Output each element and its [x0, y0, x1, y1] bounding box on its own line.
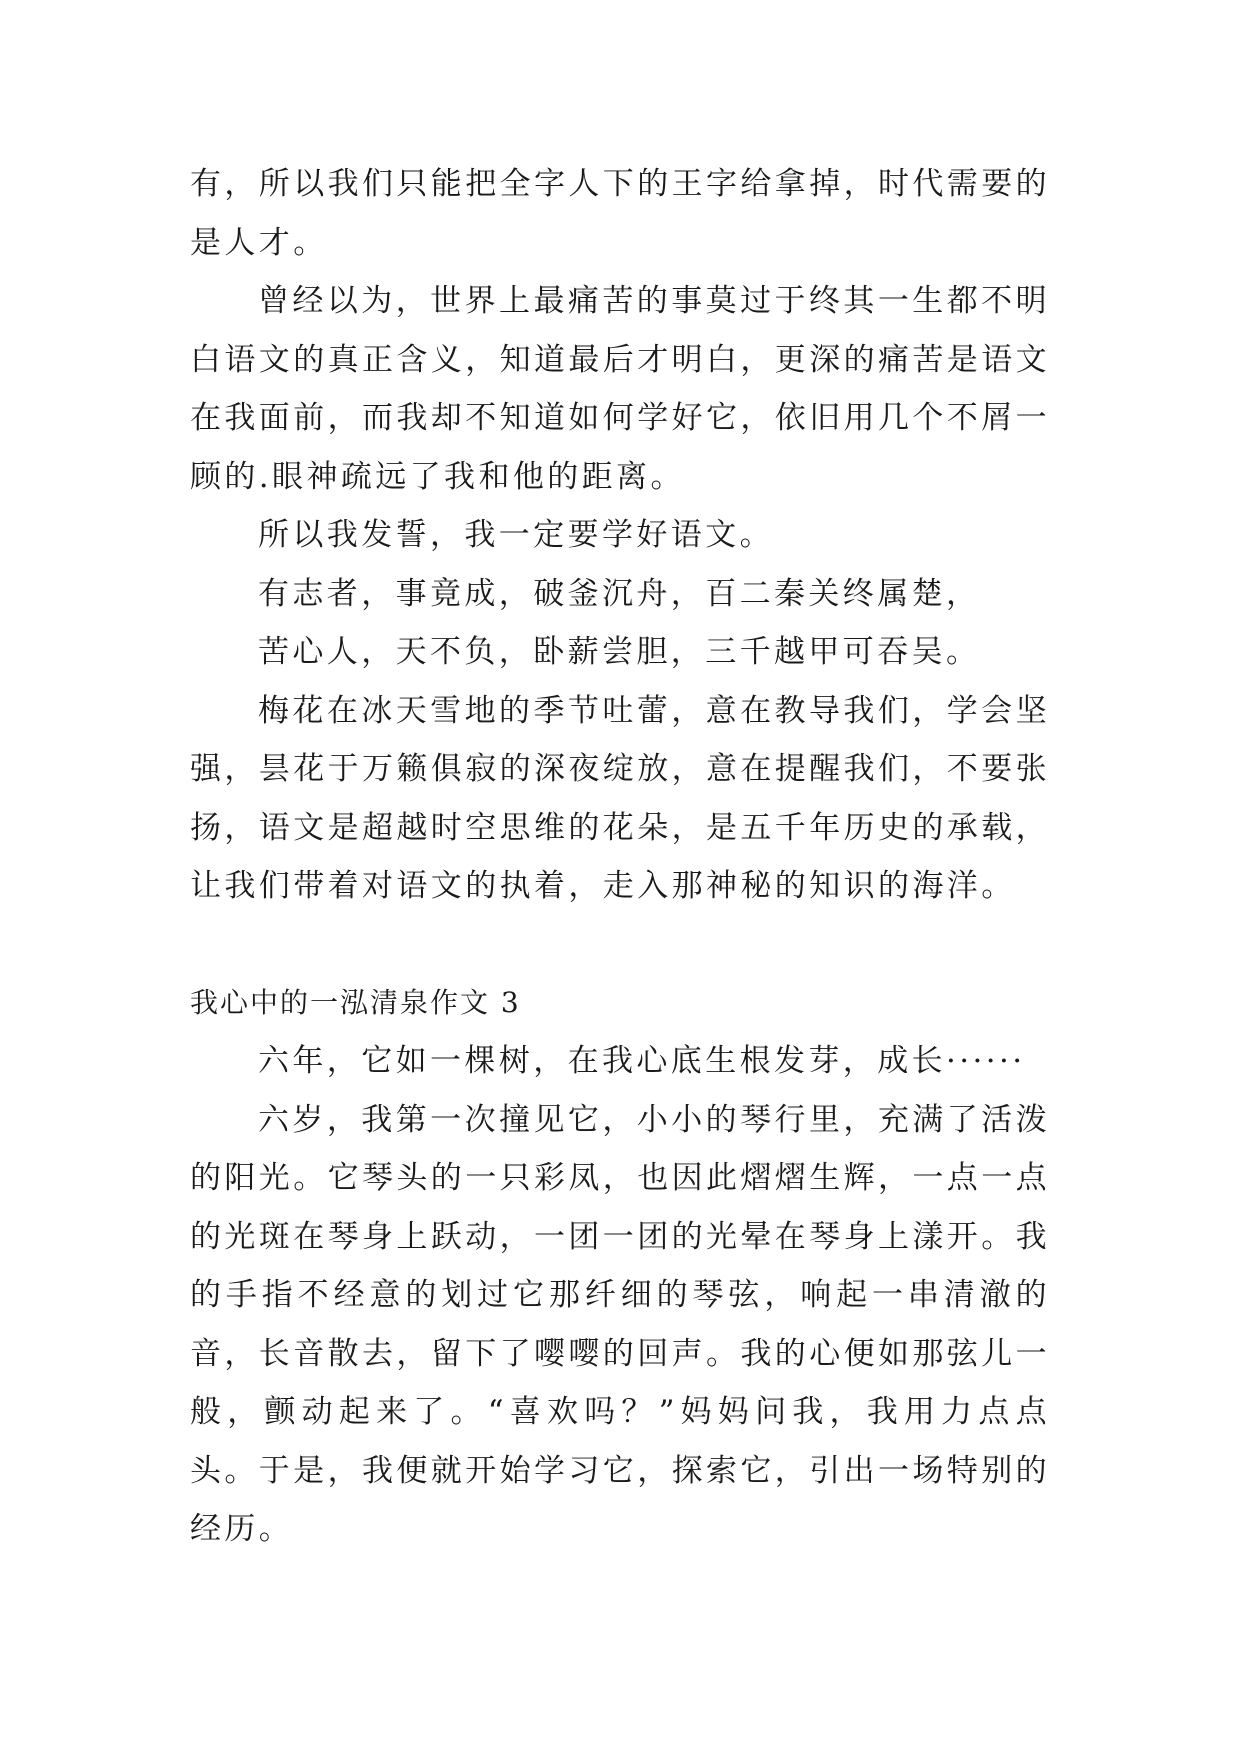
document-body: [190, 155, 1050, 1559]
paragraph-first-encounter: 六岁，我第一次撞见它，小小的琴行里，充满了活泼的阳光。它琴头的一只彩凤，也因此熠熠生辉，一点一点的光斑在琴身上跃动，一团一团的光晕在琴身上漾开。我的手指不经意的划过它那纤细的琴弦，响起一串清澈的音，长音散去，留下了嘤嘤的回声。我的心便如那弦儿一般，颤动起来了。“喜欢吗？”妈妈问我，我用力点点头。于是，我便就开始学习它，探索它，引出一场特别的经历。: [190, 1101, 1050, 1547]
paragraph-vow: 所以我发誓，我一定要学好语文。: [258, 517, 774, 553]
paragraph-couplet-line-1: 有志者，事竟成，破釜沉舟，百二秦关终属楚，: [258, 575, 981, 612]
paragraph-reflection: 曾经以为，世界上最痛苦的事莫过于终其一生都不明白语文的真正含义，知道最后才明白，更深的痛苦是语文在我面前，而我却不知道如何学好它，依旧用几个不屑一顾的.眼神疏远了我和他的距离。: [190, 283, 1050, 495]
paragraph-couplet-line-2: 苦心人，天不负，卧薪尝胆，三千越甲可吞吴。: [258, 634, 981, 670]
section-gap: [190, 916, 1050, 974]
paragraph-continuation: 有，所以我们只能把全字人下的王字给拿掉，时代需要的是人才。: [190, 166, 1050, 261]
paragraph-conclusion: 梅花在冰天雪地的季节吐蕾，意在教导我们，学会坚强，昙花于万籁俱寂的深夜绽放，意在提醒我们，不要张扬，语文是超越时空思维的花朵，是五千年历史的承载，让我们带着对语文的执着，走入那神秘的知识的海洋。: [190, 692, 1050, 904]
paragraph-six-years: 六年，它如一棵树，在我心底生根发芽，成长······: [258, 1043, 1026, 1079]
section-title: 我心中的一泓清泉作文 3: [190, 985, 521, 1019]
